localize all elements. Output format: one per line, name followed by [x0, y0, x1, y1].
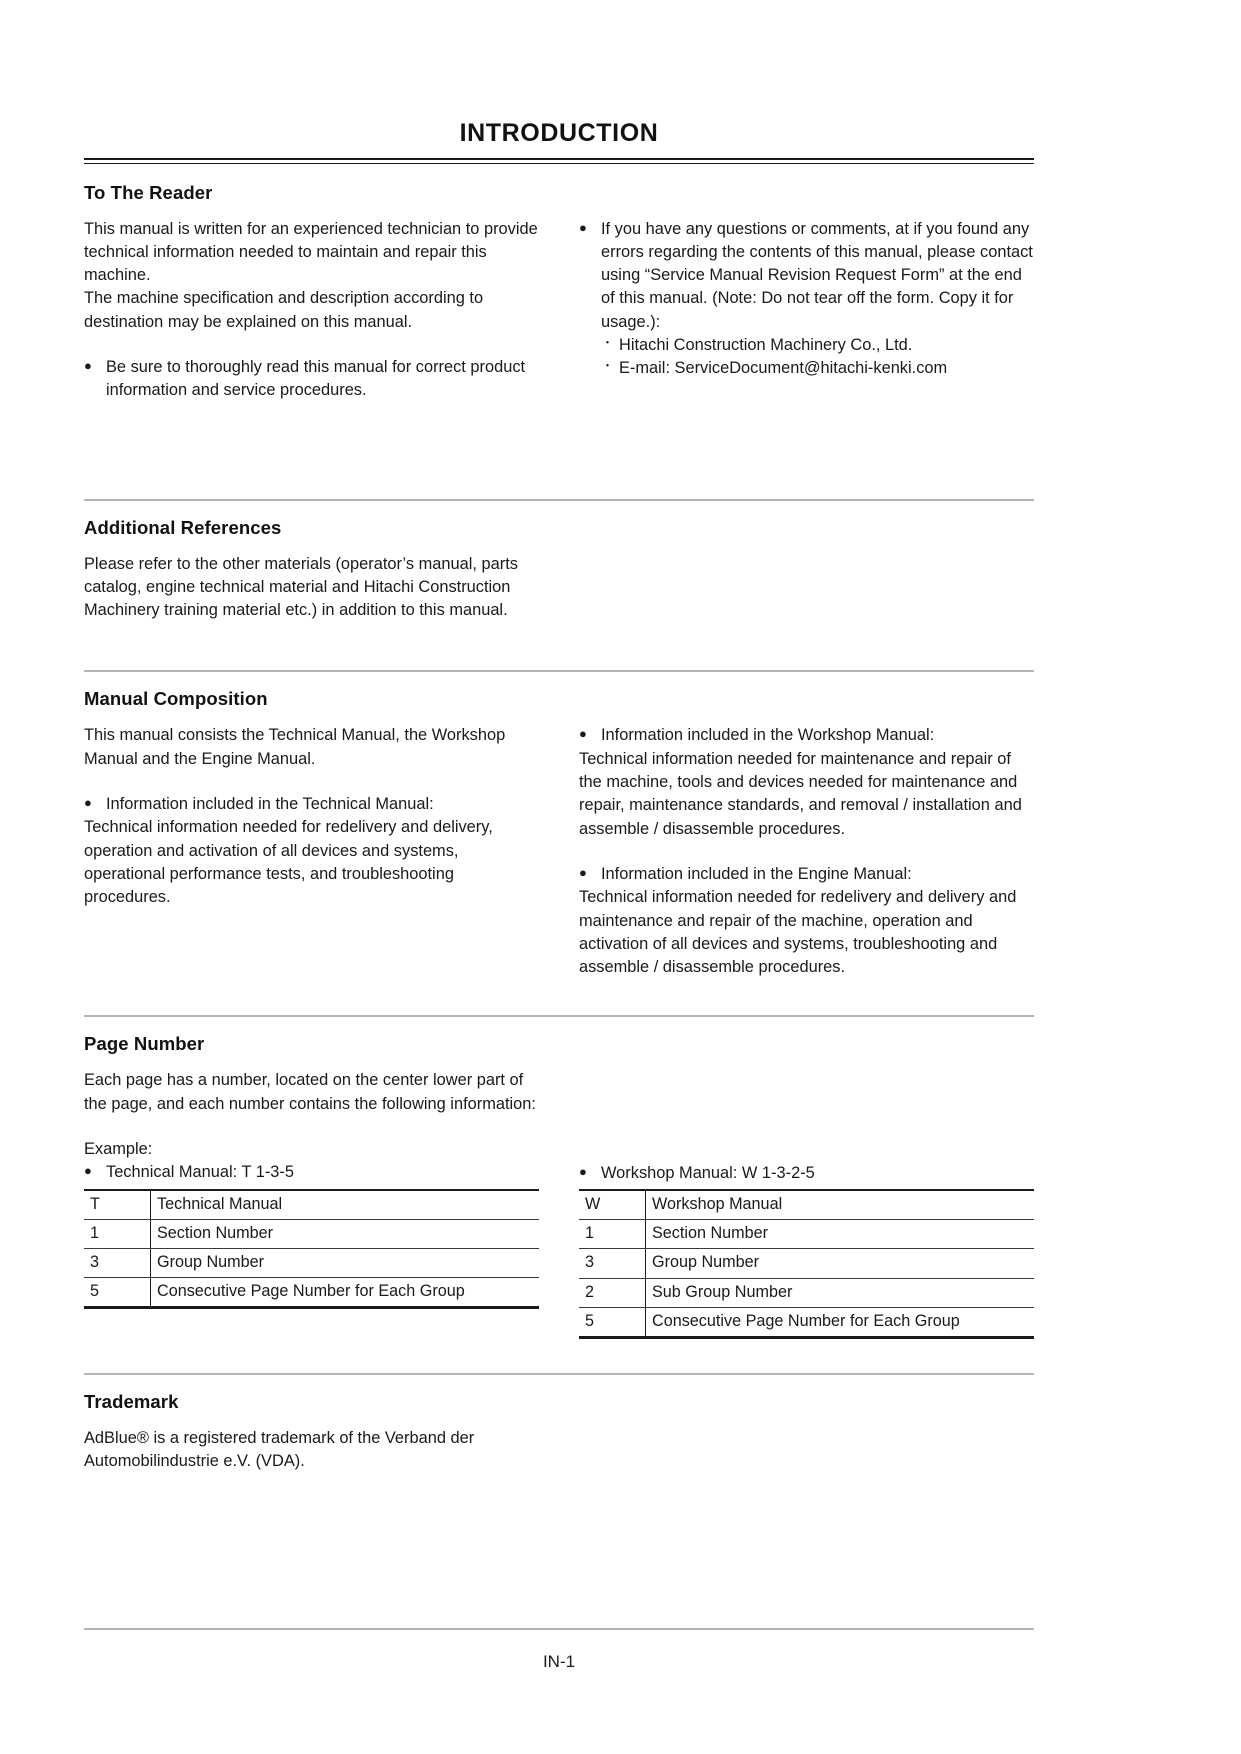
section-page-number	[84, 1015, 1034, 1338]
spacer	[84, 403, 1034, 499]
table-cell-meaning: Workshop Manual	[646, 1190, 1035, 1220]
bullet-small-icon: ・	[601, 334, 615, 350]
page-number-right-intro	[579, 1069, 1034, 1116]
section-divider	[84, 1015, 1034, 1017]
table-cell-meaning: Consecutive Page Number for Each Group	[646, 1307, 1035, 1337]
technical-manual-table-body	[84, 1190, 539, 1308]
table-cell-meaning: Group Number	[646, 1249, 1035, 1278]
additional-references-columns	[84, 553, 1034, 623]
spacer	[579, 1138, 1034, 1162]
title-divider	[84, 158, 1034, 164]
table-cell-meaning: Sub Group Number	[646, 1278, 1035, 1307]
table-cell-code: 3	[84, 1248, 151, 1277]
manual-composition-technical-bullet	[84, 793, 539, 816]
section-to-the-reader	[84, 182, 1034, 403]
table-cell-code: 1	[84, 1219, 151, 1248]
table-cell-code: 5	[579, 1307, 646, 1337]
table-row	[84, 1219, 539, 1248]
spacer	[579, 841, 1034, 863]
bullet-round-icon: ●	[84, 357, 92, 373]
technical-example-text: Technical Manual: T 1-3-5	[106, 1163, 294, 1182]
trademark-left-column	[84, 1427, 539, 1474]
section-heading-to-the-reader: To The Reader	[84, 181, 213, 203]
table-cell-meaning: Group Number	[151, 1248, 540, 1277]
workshop-manual-table	[579, 1189, 1034, 1338]
section-additional-references	[84, 499, 1034, 623]
workshop-example-bullet	[579, 1162, 1034, 1185]
table-cell-meaning: Consecutive Page Number for Each Group	[151, 1277, 540, 1307]
bullet-round-icon: ●	[579, 864, 587, 880]
table-cell-code: 2	[579, 1278, 646, 1307]
trademark-right-column	[579, 1427, 1034, 1474]
trademark-paragraph: AdBlue® is a registered trademark of the Verband der Automobilindustrie e.V. (VDA).	[84, 1428, 475, 1470]
manual-composition-engine-bullet	[579, 863, 1034, 886]
manual-composition-engine-body: Technical information needed for redelivery and delivery and maintenance and repair of the machine, operation and activation of all devices and systems, troubleshooting and assemble / disassemble procedures.	[579, 888, 1017, 977]
table-row	[84, 1277, 539, 1307]
to-the-reader-left-bullet-text: Be sure to thoroughly read this manual for correct product information and service procedures.	[106, 357, 526, 400]
table-row	[579, 1190, 1034, 1220]
section-divider	[84, 670, 1034, 672]
workshop-manual-example-block	[579, 1138, 1034, 1339]
to-the-reader-right-bullet-text: If you have any questions or comments, at if you found any errors regarding the contents of this manual, please contact using “Service Manual Revision Request Form” at the end of this manual. (Note: Do not tear off the form. Copy it for usage.):	[601, 219, 1033, 331]
technical-example-bullet	[84, 1161, 539, 1184]
table-row	[579, 1307, 1034, 1337]
spacer	[84, 334, 539, 356]
section-heading-additional-references: Additional References	[84, 516, 282, 538]
spacer	[84, 1116, 1034, 1138]
table-cell-meaning: Section Number	[151, 1219, 540, 1248]
to-the-reader-paragraph-1: This manual is written for an experienced technician to provide technical information needed to maintain and repair this machine.	[84, 219, 538, 285]
spacer	[84, 979, 1034, 1015]
to-the-reader-company-text: Hitachi Construction Machinery Co., Ltd.	[619, 335, 913, 354]
page-footer	[84, 1628, 1034, 1672]
manual-composition-right-column	[579, 724, 1034, 979]
bullet-round-icon: ●	[84, 795, 92, 811]
manual-composition-engine-label: Information included in the Engine Manual:	[601, 864, 912, 883]
table-row	[579, 1220, 1034, 1249]
table-row	[84, 1248, 539, 1277]
manual-composition-columns	[84, 724, 1034, 979]
table-row	[84, 1190, 539, 1220]
to-the-reader-sub-item-company	[579, 334, 1034, 357]
workshop-example-text: Workshop Manual: W 1-3-2-5	[601, 1164, 815, 1183]
section-heading-manual-composition: Manual Composition	[84, 688, 268, 710]
to-the-reader-right-bullet	[579, 218, 1034, 334]
page-number-left-intro	[84, 1069, 539, 1116]
to-the-reader-left-column	[84, 218, 539, 403]
technical-manual-table	[84, 1189, 539, 1309]
bullet-round-icon: ●	[84, 1163, 92, 1179]
manual-composition-technical-label: Information included in the Technical Manual:	[106, 795, 434, 814]
additional-references-paragraph: Please refer to the other materials (operator’s manual, parts catalog, engine technical material and Hitachi Construction Machinery training material etc.) in addition to this manual.	[84, 554, 518, 620]
spacer	[84, 771, 539, 793]
table-cell-code: 5	[84, 1277, 151, 1307]
manual-composition-intro: This manual consists the Technical Manual, the Workshop Manual and the Engine Manual.	[84, 726, 506, 768]
spacer	[84, 622, 1034, 670]
manual-composition-workshop-label: Information included in the Workshop Manual:	[601, 726, 935, 745]
table-cell-code: 3	[579, 1249, 646, 1278]
trademark-columns	[84, 1427, 1034, 1474]
footer-divider	[84, 1628, 1034, 1630]
section-heading-page-number: Page Number	[84, 1033, 205, 1055]
page-number-tables-columns	[84, 1138, 1034, 1339]
manual-composition-technical-body: Technical information needed for redelivery and delivery, operation and activation of all devices and systems, operational performance tests, and troubleshooting procedures.	[84, 818, 493, 907]
bullet-round-icon: ●	[579, 726, 587, 742]
technical-manual-example-block	[84, 1138, 539, 1339]
to-the-reader-columns	[84, 218, 1034, 403]
to-the-reader-left-bullet	[84, 356, 539, 403]
to-the-reader-sub-item-email	[579, 357, 1034, 380]
table-cell-meaning: Section Number	[646, 1220, 1035, 1249]
table-row	[579, 1249, 1034, 1278]
section-trademark	[84, 1373, 1034, 1474]
footer-page-number: IN-1	[542, 1652, 576, 1671]
section-manual-composition	[84, 670, 1034, 979]
table-cell-meaning: Technical Manual	[151, 1190, 540, 1220]
section-heading-trademark: Trademark	[84, 1390, 179, 1412]
to-the-reader-paragraph-2: The machine specification and description according to destination may be explained on this manual.	[84, 289, 484, 331]
page-number-paragraph: Each page has a number, located on the center lower part of the page, and each number contains the following information:	[84, 1071, 536, 1113]
spacer	[84, 1339, 1034, 1373]
table-cell-code: 1	[579, 1220, 646, 1249]
additional-references-left-column	[84, 553, 539, 623]
to-the-reader-right-column	[579, 218, 1034, 403]
page-content	[84, 120, 1034, 1473]
bullet-small-icon: ・	[601, 358, 615, 374]
page-number-intro-columns	[84, 1069, 1034, 1116]
example-label: Example:	[84, 1140, 153, 1159]
section-divider	[84, 1373, 1034, 1375]
manual-composition-left-column	[84, 724, 539, 979]
additional-references-right-column	[579, 553, 1034, 623]
to-the-reader-email-text: E-mail: ServiceDocument@hitachi-kenki.com	[619, 359, 948, 378]
table-row	[579, 1278, 1034, 1307]
workshop-manual-table-body	[579, 1190, 1034, 1337]
bullet-round-icon: ●	[579, 219, 587, 235]
manual-composition-workshop-body: Technical information needed for maintenance and repair of the machine, tools and devices needed for maintenance and repair, maintenance standards, and removal / installation and assemble / disassemble procedures.	[579, 749, 1022, 838]
table-cell-code: W	[579, 1190, 646, 1220]
manual-composition-workshop-bullet	[579, 724, 1034, 747]
bullet-round-icon: ●	[579, 1164, 587, 1180]
section-divider	[84, 499, 1034, 501]
page-title: INTRODUCTION	[459, 119, 659, 147]
table-cell-code: T	[84, 1190, 151, 1220]
